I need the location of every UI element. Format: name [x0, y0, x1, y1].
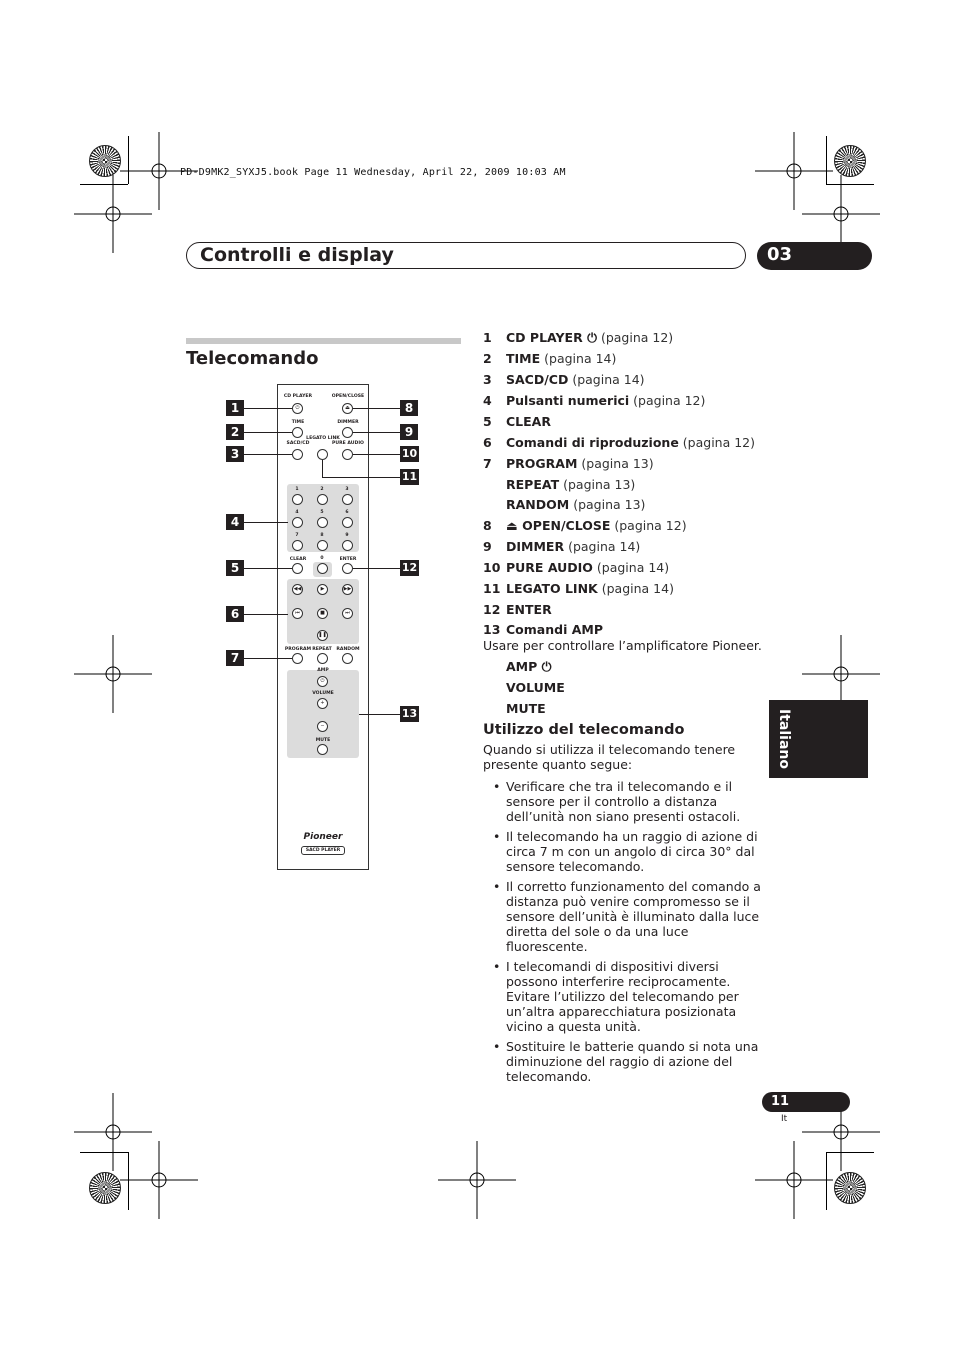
volume-down-icon: −	[317, 721, 328, 732]
callout-line	[353, 432, 400, 433]
amp-item: MUTE	[506, 701, 546, 716]
crosshair-icon	[755, 132, 833, 210]
repeat-button	[317, 653, 328, 664]
page-number: 11	[771, 1094, 790, 1109]
callout-3: 3	[226, 446, 244, 462]
brand-logo: Pioneer	[303, 832, 343, 842]
callout-10: 10	[401, 447, 418, 460]
section-title: Telecomando	[186, 348, 319, 369]
enter-button	[342, 563, 353, 574]
clear-button	[292, 563, 303, 574]
digit-button	[292, 517, 303, 528]
callout-12: 12	[401, 561, 418, 574]
callout-9: 9	[400, 424, 418, 440]
digit-button	[317, 563, 328, 574]
sacd-cd-button	[292, 449, 303, 460]
callout-line	[244, 614, 288, 615]
digit-button	[292, 494, 303, 505]
digit-label: 5	[320, 510, 324, 515]
time-button	[292, 427, 303, 438]
pause-icon: ❚❚	[317, 630, 328, 641]
digit-label: 0	[320, 556, 324, 561]
remote-label-legato-link: LEGATO LINK	[306, 436, 340, 441]
crosshair-icon	[74, 175, 152, 253]
digit-button	[317, 540, 328, 551]
usage-bullet-list	[493, 779, 763, 1089]
remote-label-random: RANDOM	[336, 647, 360, 652]
dimmer-button	[342, 427, 353, 438]
crosshair-icon	[438, 1141, 516, 1219]
list-item: • I telecomandi di dispositivi diversi possono interferire reciprocamente. Evitare l’utilizzo del telecomando per un’altra apparecchiatura posizionata vicino a questa unità.	[493, 959, 763, 1034]
callout-5: 5	[226, 560, 244, 576]
callout-13: 13	[401, 707, 418, 720]
callout-line	[322, 477, 330, 478]
digit-button	[317, 494, 328, 505]
mute-button	[317, 744, 328, 755]
callout-line	[244, 408, 292, 409]
digit-label: 9	[345, 533, 349, 538]
remote-label-mute: MUTE	[315, 738, 331, 743]
page-title: Controlli e display	[200, 244, 394, 266]
callout-line	[244, 522, 288, 523]
callout-line	[322, 460, 323, 477]
callout-line	[353, 568, 400, 569]
section-rule	[186, 338, 461, 344]
callout-1: 1	[226, 400, 244, 416]
chapter-number: 03	[767, 244, 793, 265]
digit-button	[342, 517, 353, 528]
remote-label-open-close: OPEN/CLOSE	[331, 394, 365, 399]
callout-8: 8	[400, 400, 418, 416]
remote-label-volume: VOLUME	[312, 691, 334, 696]
stop-icon: ■	[317, 608, 328, 619]
remote-label-cd-player: CD PLAYER	[283, 394, 313, 399]
digit-label: 2	[320, 487, 324, 492]
remote-label-program: PROGRAM	[284, 647, 312, 652]
digit-button	[342, 540, 353, 551]
play-icon: ▶	[317, 584, 328, 595]
amp-item: VOLUME	[506, 680, 565, 695]
fast-forward-icon: ▶▶	[342, 584, 353, 595]
callout-6: 6	[226, 606, 244, 622]
digit-label: 7	[295, 533, 299, 538]
remote-label-repeat: REPEAT	[312, 647, 332, 652]
remote-label-sacd-cd: SACD/CD	[286, 441, 310, 446]
random-button	[342, 653, 353, 664]
digit-label: 4	[295, 510, 299, 515]
digit-label: 3	[345, 487, 349, 492]
amp-power-icon: ⏻	[317, 676, 328, 687]
callout-2: 2	[226, 424, 244, 440]
digit-button	[342, 494, 353, 505]
remote-label-dimmer: DIMMER	[337, 420, 359, 425]
previous-track-icon: ⏮	[292, 608, 303, 619]
list-item: • Il corretto funzionamento del comando a distanza può venire compromesso se il sensore dell’unità è illuminato dalla luce diretta del sole o da una luce fluorescente.	[493, 879, 763, 954]
amp-item: AMP ⏻	[506, 659, 552, 674]
digit-label: 6	[345, 510, 349, 515]
list-item: • Verificare che tra il telecomando e il sensore per il controllo a distanza dell’unità non siano presenti ostacoli.	[493, 779, 763, 824]
remote-label-pure-audio: PURE AUDIO	[332, 441, 364, 446]
remote-label-enter: ENTER	[339, 557, 357, 562]
callout-4: 4	[226, 514, 244, 530]
remote-label-clear: CLEAR	[289, 557, 307, 562]
cd-player-power-icon: ⏻	[292, 403, 303, 414]
rewind-icon: ◀◀	[292, 584, 303, 595]
crosshair-icon	[120, 1141, 198, 1219]
callout-line	[244, 454, 292, 455]
list-item: • Sostituire le batterie quando si nota una diminuzione del raggio di azione del telecomando.	[493, 1039, 763, 1084]
crosshair-icon	[74, 635, 152, 713]
usage-heading: Utilizzo del telecomando	[483, 722, 685, 738]
digit-button	[317, 517, 328, 528]
language-tab-label: Italiano	[776, 709, 792, 769]
callout-line	[353, 408, 400, 409]
page-language: It	[781, 1114, 788, 1124]
callout-line	[353, 454, 400, 455]
callout-line	[244, 432, 292, 433]
legato-link-button	[317, 449, 328, 460]
digit-button	[292, 540, 303, 551]
pure-audio-button	[342, 449, 353, 460]
file-header: PD-D9MK2_SYXJ5.book Page 11 Wednesday, April 22, 2009 10:03 AM	[180, 167, 566, 178]
volume-up-icon: +	[317, 698, 328, 709]
digit-label: 8	[320, 533, 324, 538]
crosshair-icon	[755, 1141, 833, 1219]
eject-icon: ⏏	[342, 403, 353, 414]
callout-line	[328, 477, 400, 478]
remote-label-amp: AMP	[317, 668, 329, 673]
callout-line	[244, 568, 292, 569]
remote-label-time: TIME	[291, 420, 305, 425]
program-button	[292, 653, 303, 664]
callout-line	[244, 658, 292, 659]
model-label: SACD PLAYER	[301, 846, 345, 855]
crosshair-icon	[74, 1093, 152, 1171]
callout-11: 11	[401, 470, 418, 483]
amp-note: Usare per controllare l’amplificatore Pioneer.	[483, 638, 762, 653]
callout-7: 7	[226, 650, 244, 666]
digit-label: 1	[295, 487, 299, 492]
usage-intro: Quando si utilizza il telecomando tenere presente quanto segue:	[483, 742, 736, 772]
next-track-icon: ⏭	[342, 608, 353, 619]
list-item: • Il telecomando ha un raggio di azione di circa 7 m con un angolo di circa 30° dal sensore telecomando.	[493, 829, 763, 874]
callout-line	[359, 714, 400, 715]
